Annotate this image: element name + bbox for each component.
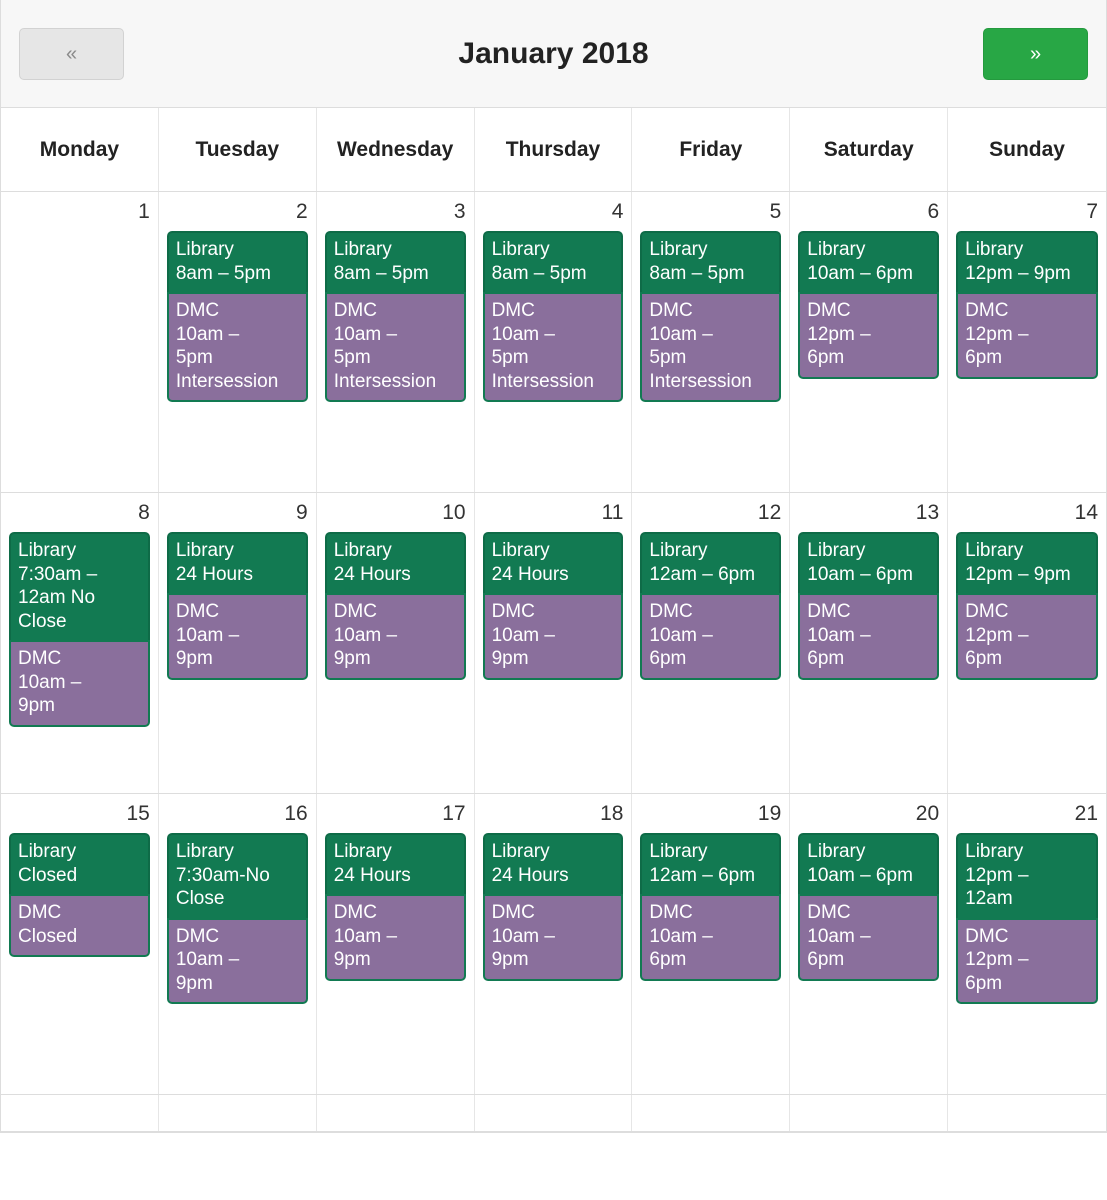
event-line: Library	[175, 540, 234, 562]
dmc-hours-event[interactable]	[956, 593, 1098, 680]
calendar-day-cell[interactable]	[1, 192, 159, 492]
dmc-hours-event[interactable]	[325, 292, 466, 402]
event-line: Closed	[18, 864, 78, 886]
library-hours-event[interactable]	[325, 532, 466, 593]
calendar-day-cell[interactable]	[475, 192, 633, 492]
event-line: 12am – 6pm	[649, 563, 756, 585]
day-number: 7	[1086, 200, 1098, 223]
event-line: 8am – 5pm	[491, 262, 587, 284]
dmc-hours-event[interactable]	[640, 593, 781, 680]
event-line: 8am – 5pm	[333, 262, 429, 284]
event-line: Library	[491, 239, 550, 261]
weekday-tuesday: Tuesday	[159, 108, 317, 191]
event-line: 24 Hours	[491, 864, 569, 886]
event-line: 12pm – 9pm	[965, 563, 1071, 585]
event-line: DMC	[491, 601, 535, 623]
event-line: Library	[333, 841, 392, 863]
page-title: January 2018	[458, 36, 649, 70]
library-hours-event[interactable]	[9, 833, 150, 894]
calendar-day-cell[interactable]	[475, 493, 633, 793]
library-hours-event[interactable]	[167, 231, 308, 292]
day-number: 14	[1074, 501, 1098, 524]
event-line: 9pm	[175, 972, 213, 994]
dmc-hours-event[interactable]	[9, 640, 150, 727]
event-line: Library	[491, 841, 550, 863]
event-line: Intersession	[491, 370, 595, 392]
calendar-day-cell[interactable]	[475, 794, 633, 1094]
library-hours-event[interactable]	[956, 532, 1098, 593]
event-line: Library	[649, 540, 708, 562]
event-line: Library	[333, 540, 392, 562]
dmc-hours-event[interactable]	[483, 894, 624, 981]
event-line: 6pm	[649, 949, 687, 971]
event-line: 6pm	[649, 648, 687, 670]
library-hours-event[interactable]	[956, 231, 1098, 292]
dmc-hours-event[interactable]	[325, 894, 466, 981]
dmc-hours-event[interactable]	[325, 593, 466, 680]
dmc-hours-event[interactable]	[798, 593, 939, 680]
event-line: Library	[175, 239, 234, 261]
calendar-week-row	[1, 1095, 1106, 1132]
day-number: 6	[927, 200, 940, 223]
library-hours-event[interactable]	[325, 833, 466, 894]
calendar-day-cell[interactable]	[948, 794, 1106, 1094]
event-line: DMC	[18, 902, 62, 924]
calendar-day-cell[interactable]	[317, 192, 475, 492]
event-line: Library	[333, 239, 392, 261]
calendar-day-cell[interactable]	[159, 1095, 317, 1131]
dmc-hours-event[interactable]	[640, 292, 781, 402]
library-hours-event[interactable]	[483, 833, 624, 894]
event-line: Intersession	[333, 370, 437, 392]
event-line: DMC	[491, 300, 535, 322]
event-line: Library	[649, 841, 708, 863]
event-line: 6pm	[965, 972, 1003, 994]
dmc-hours-event[interactable]	[798, 292, 939, 379]
event-line: 10am –	[649, 925, 713, 947]
day-number: 13	[915, 501, 940, 524]
library-hours-event[interactable]	[798, 532, 939, 593]
event-line: 6pm	[965, 648, 1003, 670]
event-line: Library	[18, 540, 77, 562]
calendar-day-cell[interactable]	[317, 794, 475, 1094]
event-line: DMC	[965, 601, 1009, 623]
event-line: DMC	[333, 902, 377, 924]
event-line: 5pm	[649, 347, 687, 369]
event-line: 12am	[965, 888, 1013, 910]
weekday-wednesday: Wednesday	[317, 108, 475, 191]
event-line: Close	[175, 888, 225, 910]
day-number: 17	[442, 802, 466, 825]
event-line: 12pm –	[965, 624, 1029, 646]
event-line: 8am – 5pm	[175, 262, 271, 284]
day-number: 2	[296, 200, 308, 223]
event-line: 9pm	[491, 949, 529, 971]
dmc-hours-event[interactable]	[483, 593, 624, 680]
event-line: 12pm –	[965, 323, 1029, 345]
event-line: Library	[807, 540, 866, 562]
event-line: Closed	[18, 925, 78, 947]
event-line: 10am –	[649, 624, 713, 646]
calendar-day-cell[interactable]	[790, 192, 948, 492]
weekday-friday: Friday	[632, 108, 790, 191]
event-line: 12am No	[18, 587, 96, 609]
event-line: DMC	[649, 300, 693, 322]
calendar-day-cell[interactable]	[317, 493, 475, 793]
event-line: DMC	[333, 601, 377, 623]
event-line: 9pm	[175, 648, 213, 670]
calendar-week-row	[1, 493, 1106, 794]
event-line: 12pm –	[807, 323, 871, 345]
day-number: 19	[757, 802, 782, 825]
day-number: 12	[757, 501, 782, 524]
calendar-day-cell[interactable]	[317, 1095, 475, 1131]
day-number: 20	[915, 802, 940, 825]
event-line: 9pm	[333, 949, 371, 971]
event-line: DMC	[175, 300, 220, 322]
event-line: Intersession	[175, 370, 279, 392]
event-line: 5pm	[333, 347, 371, 369]
event-line: 7:30am –	[18, 563, 98, 585]
calendar-day-cell[interactable]	[948, 493, 1106, 793]
day-number: 18	[600, 802, 624, 825]
event-line: 6pm	[807, 949, 845, 971]
calendar-week-row	[1, 794, 1106, 1095]
event-line: Library	[649, 239, 708, 261]
event-line: Library	[18, 841, 77, 863]
calendar-weeks	[1, 192, 1106, 1132]
event-line: 12pm –	[965, 949, 1029, 971]
event-line: DMC	[491, 902, 535, 924]
calendar-day-cell[interactable]	[1, 1095, 159, 1131]
calendar-day-cell[interactable]	[1, 794, 159, 1094]
event-line: Library	[491, 540, 550, 562]
weekday-thursday: Thursday	[475, 108, 633, 191]
previous-month-button[interactable]	[19, 28, 124, 80]
weekday-saturday: Saturday	[790, 108, 948, 191]
event-line: 24 Hours	[333, 563, 411, 585]
chevron-left-icon: «	[65, 42, 78, 65]
library-hours-event[interactable]	[798, 833, 939, 894]
event-line: DMC	[807, 601, 851, 623]
day-number: 5	[769, 200, 782, 223]
event-line: 8am – 5pm	[649, 262, 745, 284]
calendar-day-cell[interactable]	[948, 192, 1106, 492]
day-number: 8	[138, 501, 150, 524]
event-line: 10am –	[175, 624, 240, 646]
library-hours-event[interactable]	[483, 532, 624, 593]
event-line: DMC	[18, 648, 62, 670]
event-line: 7:30am-No	[175, 864, 270, 886]
calendar-day-cell[interactable]	[159, 794, 317, 1094]
event-line: 6pm	[807, 648, 845, 670]
calendar-day-cell[interactable]	[1, 493, 159, 793]
event-line: 10am – 6pm	[807, 262, 913, 284]
event-line: 12am – 6pm	[649, 864, 756, 886]
event-line: 10am –	[175, 323, 240, 345]
event-line: 10am –	[649, 323, 713, 345]
library-hours-event[interactable]	[483, 231, 624, 292]
event-line: 10am –	[807, 925, 871, 947]
dmc-hours-event[interactable]	[167, 593, 308, 680]
library-hours-event[interactable]	[640, 231, 781, 292]
event-line: 5pm	[175, 347, 213, 369]
event-line: DMC	[333, 300, 377, 322]
day-number: 16	[284, 802, 308, 825]
event-line: Library	[965, 239, 1024, 261]
dmc-hours-event[interactable]	[798, 894, 939, 981]
event-line: 24 Hours	[491, 563, 569, 585]
library-hours-event[interactable]	[640, 833, 781, 894]
library-hours-event[interactable]	[167, 532, 308, 593]
event-line: 10am –	[491, 323, 555, 345]
event-line: 9pm	[333, 648, 371, 670]
event-line: DMC	[649, 902, 693, 924]
event-line: 6pm	[807, 347, 845, 369]
event-line: 12pm – 9pm	[965, 262, 1071, 284]
event-line: 10am –	[491, 925, 555, 947]
calendar-day-cell[interactable]	[790, 493, 948, 793]
calendar-day-cell[interactable]	[159, 493, 317, 793]
event-line: DMC	[807, 902, 851, 924]
event-line: 10am –	[491, 624, 555, 646]
calendar-day-cell[interactable]	[632, 1095, 790, 1131]
calendar-day-cell[interactable]	[948, 1095, 1106, 1131]
event-line: Close	[18, 610, 67, 632]
event-line: 24 Hours	[175, 563, 253, 585]
calendar-header	[1, 0, 1106, 108]
event-line: 10am –	[333, 323, 398, 345]
event-line: 10am –	[807, 624, 871, 646]
calendar-week-row	[1, 192, 1106, 493]
event-line: DMC	[807, 300, 851, 322]
dmc-hours-event[interactable]	[640, 894, 781, 981]
day-number: 10	[442, 501, 466, 524]
event-line: Library	[965, 841, 1024, 863]
event-line: Library	[175, 841, 234, 863]
event-line: 24 Hours	[333, 864, 411, 886]
event-line: DMC	[175, 601, 220, 623]
library-hours-event[interactable]	[956, 833, 1098, 918]
event-line: DMC	[965, 925, 1009, 947]
event-line: Library	[807, 239, 866, 261]
event-line: 12pm –	[965, 864, 1029, 886]
calendar-day-cell[interactable]	[159, 192, 317, 492]
library-hours-event[interactable]	[167, 833, 308, 918]
event-line: Intersession	[649, 370, 752, 392]
calendar-day-cell[interactable]	[632, 794, 790, 1094]
event-line: 6pm	[965, 347, 1003, 369]
weekday-sunday: Sunday	[989, 137, 1065, 161]
library-hours-event[interactable]	[9, 532, 150, 640]
event-line: 10am – 6pm	[807, 864, 913, 886]
calendar-day-cell[interactable]	[790, 794, 948, 1094]
event-line: 10am –	[333, 624, 398, 646]
event-line: 10am –	[333, 925, 398, 947]
dmc-hours-event[interactable]	[167, 292, 308, 402]
library-hours-event[interactable]	[325, 231, 466, 292]
day-number: 3	[453, 200, 466, 223]
next-month-button[interactable]	[983, 28, 1088, 80]
event-line: DMC	[175, 925, 220, 947]
day-number: 21	[1074, 802, 1098, 825]
event-line: 10am –	[18, 671, 82, 693]
weekday-monday: Monday	[1, 108, 159, 191]
chevron-right-icon: »	[1029, 42, 1042, 65]
calendar-day-cell[interactable]	[790, 1095, 948, 1131]
calendar-day-cell[interactable]	[475, 1095, 633, 1131]
day-number: 15	[126, 802, 150, 825]
dmc-hours-event[interactable]	[167, 918, 308, 1005]
library-hours-event[interactable]	[798, 231, 939, 292]
day-number: 1	[138, 200, 150, 223]
calendar-day-cell[interactable]	[632, 493, 790, 793]
event-line: 5pm	[491, 347, 529, 369]
event-line: DMC	[965, 300, 1009, 322]
dmc-hours-event[interactable]	[956, 918, 1098, 1005]
event-line: DMC	[649, 601, 693, 623]
event-line: 9pm	[18, 695, 55, 717]
event-line: 10am –	[175, 949, 240, 971]
day-number: 4	[611, 200, 624, 223]
dmc-hours-event[interactable]	[9, 894, 150, 957]
event-line: 10am – 6pm	[807, 563, 913, 585]
dmc-hours-event[interactable]	[483, 292, 624, 402]
weekday-header-row	[1, 108, 1106, 192]
dmc-hours-event[interactable]	[956, 292, 1098, 379]
library-hours-event[interactable]	[640, 532, 781, 593]
event-line: 9pm	[491, 648, 529, 670]
calendar-day-cell[interactable]	[632, 192, 790, 492]
event-line: Library	[807, 841, 866, 863]
day-number: 9	[296, 501, 308, 524]
event-line: Library	[965, 540, 1024, 562]
day-number: 11	[601, 501, 624, 524]
